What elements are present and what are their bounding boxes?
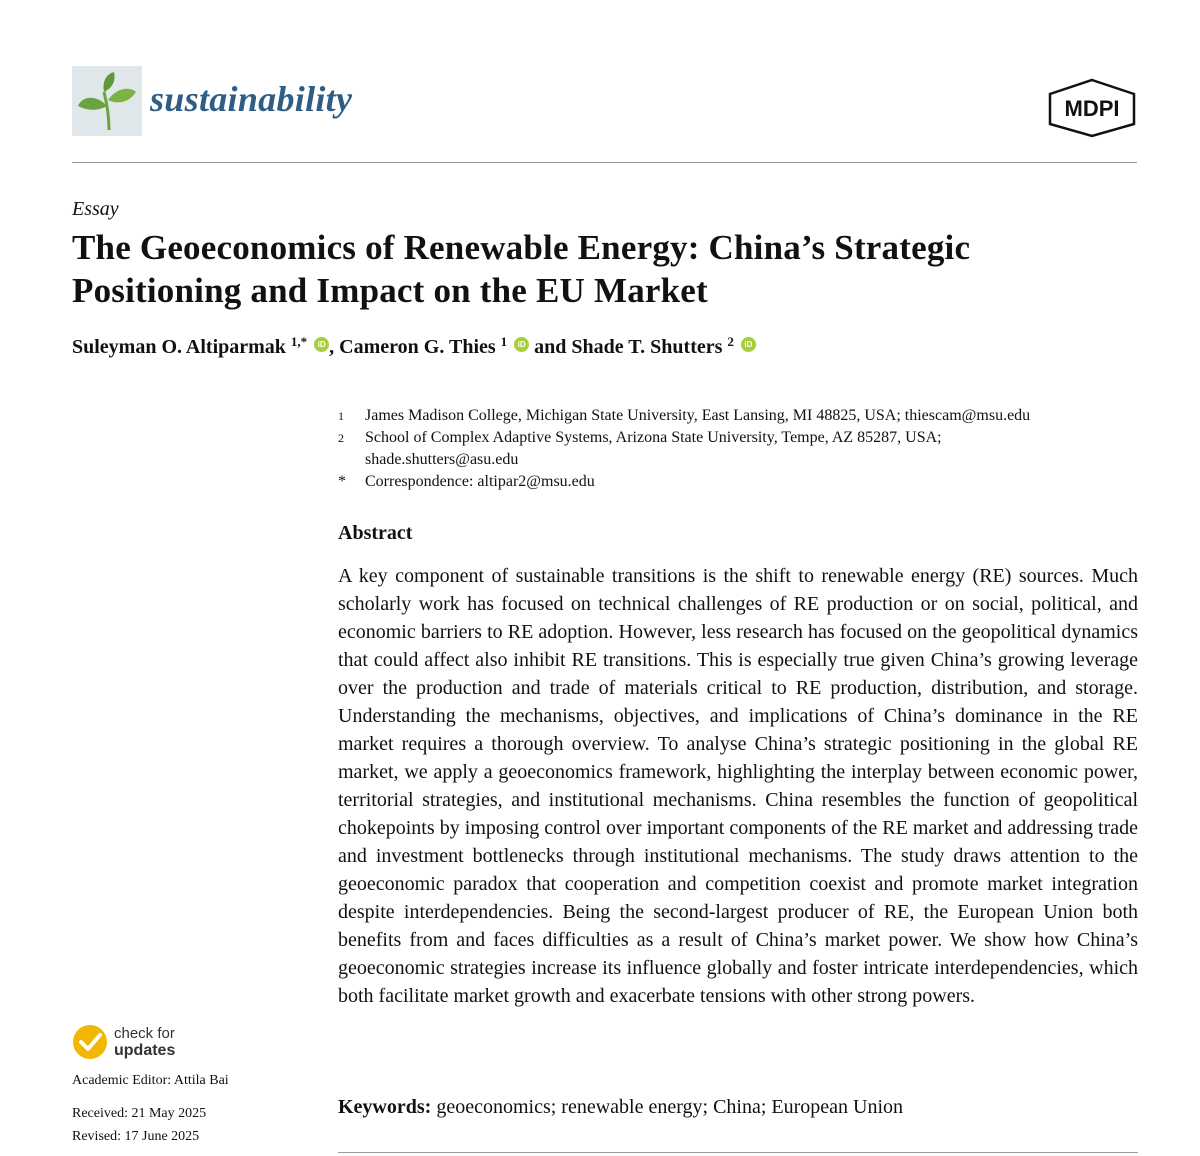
affiliation-mark: 2 — [338, 431, 344, 445]
abstract-body: A key component of sustainable transitions is the shift to renewable energy (RE) sources. Much scholarly work has focused on technical challenges of RE production or on social, political, and economic barriers to RE adoption. However, less research has focused on the geopolitical dynamics that could affect also inhibit RE transitions. This is especially true given China’s growing leverage over the production and trade of materials critical to RE production, distribution, and storage. Understanding the mechanisms, objectives, and implications of China’s dominance in the RE market requires a thorough overview. To analyse China’s strategic positioning in the global RE market, we apply a geoeconomics framework, highlighting the interplay between economic power, territorial strategies, and institutional mechanisms. China resembles the function of geopolitical chokepoints by imposing control over important components of the RE market and addressing trade and investment bottlenecks through institutional mechanisms. The study draws attention to the geoeconomic paradox that cooperation and competition coexist and promote market integration despite interdependencies. Being the second-largest producer of RE, the European Union both benefits from and faces difficulties as a result of China’s market power. We show how China’s geoeconomic strategies increase its influence globally and foster intricate interdependencies, which both facilitate market growth and exacerbate tensions with other strong powers. — [338, 565, 1138, 1007]
orcid-icon[interactable]: iD — [314, 337, 329, 352]
keywords — [338, 1096, 903, 1119]
check-updates-line1: check for — [114, 1025, 175, 1042]
keywords-list: geoeconomics; renewable energy; China; European Union — [436, 1096, 904, 1118]
check-for-updates-button[interactable] — [72, 1024, 175, 1060]
publisher-name: MDPI — [1064, 96, 1120, 121]
academic-editor: Academic Editor: Attila Bai — [72, 1073, 229, 1088]
affiliation-text: School of Complex Adaptive Systems, Arizona State University, Tempe, AZ 85287, USA; shade.shutters@asu.edu — [365, 429, 942, 468]
author-name[interactable]: Suleyman O. Altiparmak — [72, 336, 286, 358]
affiliations — [338, 405, 1138, 493]
orcid-icon[interactable]: iD — [741, 337, 756, 352]
mdpi-hexagon-icon — [1046, 78, 1138, 138]
check-updates-line2: updates — [114, 1042, 176, 1059]
journal-logo — [72, 66, 142, 136]
author-affiliation-mark: 2 — [727, 334, 734, 349]
mdpi-logo — [1046, 78, 1138, 143]
check-for-updates-label — [114, 1025, 175, 1059]
affiliation-item — [338, 405, 1138, 427]
affiliation-item — [338, 427, 1138, 471]
author-name[interactable]: Shade T. Shutters — [571, 336, 723, 358]
journal-name: sustainability — [150, 79, 353, 119]
article-title: The Geoeconomics of Renewable Energy: China’s Strategic Positioning and Impact on the EU Market — [72, 228, 971, 310]
author-list — [72, 334, 756, 359]
author-separator: , — [329, 336, 340, 358]
leaf-sprout-icon — [72, 66, 142, 136]
correspondence-text: Correspondence: altipar2@msu.edu — [365, 473, 595, 490]
affiliation-text: James Madison College, Michigan State University, East Lansing, MI 48825, USA; thiescam@msu.edu — [365, 407, 1031, 424]
author-name[interactable]: Cameron G. Thies — [339, 336, 496, 358]
header-divider — [72, 162, 1137, 163]
check-for-updates-icon — [72, 1024, 108, 1060]
author-separator: and — [529, 336, 572, 358]
abstract-heading: Abstract — [338, 522, 413, 544]
author-affiliation-mark: 1 — [500, 334, 508, 349]
section-divider — [338, 1152, 1138, 1153]
revised-date: Revised: 17 June 2025 — [72, 1129, 200, 1144]
author-affiliation-mark: 1,* — [290, 334, 308, 349]
affiliation-mark: 1 — [338, 409, 344, 423]
orcid-icon[interactable]: iD — [514, 337, 529, 352]
article-type: Essay — [72, 198, 119, 220]
affiliation-item — [338, 471, 1138, 493]
keywords-label: Keywords: — [338, 1096, 432, 1118]
affiliation-mark: * — [338, 473, 346, 490]
received-date: Received: 21 May 2025 — [72, 1106, 207, 1121]
